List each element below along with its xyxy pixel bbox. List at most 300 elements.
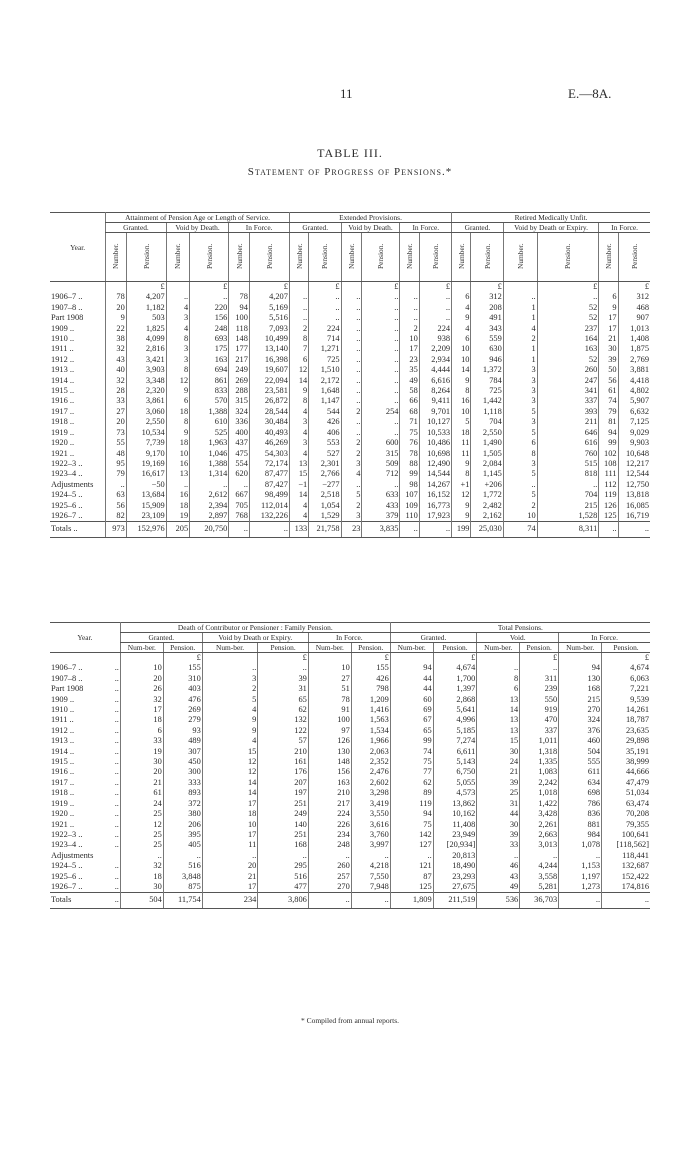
data-cell: 30 bbox=[599, 344, 618, 354]
data-cell: 32 bbox=[106, 376, 127, 386]
data-cell: 119 bbox=[599, 490, 618, 500]
data-cell: 1,966 bbox=[351, 736, 390, 746]
year-leader-cell: .. bbox=[114, 840, 119, 850]
data-cell: 40,493 bbox=[249, 428, 289, 438]
data-cell: 336 bbox=[229, 417, 250, 427]
year-leader-cell: .. bbox=[114, 788, 119, 798]
data-cell: 4 bbox=[452, 303, 471, 313]
data-cell: 3,428 bbox=[520, 809, 559, 819]
data-cell: 8 bbox=[166, 334, 189, 344]
subgroup-header: In Force. bbox=[229, 223, 290, 233]
data-cell: 39 bbox=[477, 830, 520, 840]
data-cell: 270 bbox=[559, 705, 602, 715]
data-cell: 18 bbox=[120, 715, 163, 725]
data-cell: .. bbox=[163, 851, 202, 861]
data-cell: 3 bbox=[202, 674, 258, 684]
data-cell: 310 bbox=[163, 674, 202, 684]
data-cell: 112,014 bbox=[249, 501, 289, 511]
year-leader-cell: .. bbox=[114, 673, 119, 683]
data-cell: +206 bbox=[471, 480, 503, 490]
data-cell: 52 bbox=[537, 313, 599, 323]
data-cell: 102 bbox=[599, 449, 618, 459]
subgroup-header: Granted. bbox=[289, 223, 341, 233]
unit-cell: £ bbox=[362, 282, 400, 293]
data-cell: 100,641 bbox=[602, 830, 650, 840]
unit-cell: £ bbox=[309, 282, 341, 293]
year-cell: 1914 .. bbox=[51, 375, 75, 385]
totals-cell: 1,809 bbox=[390, 893, 433, 908]
table-row bbox=[50, 778, 650, 788]
unit-cell bbox=[289, 282, 308, 293]
data-cell: 2,897 bbox=[190, 511, 229, 522]
data-cell: 544 bbox=[309, 407, 341, 417]
data-cell: 75 bbox=[400, 428, 419, 438]
year-leader-cell: .. bbox=[114, 736, 119, 746]
data-cell: .. bbox=[341, 376, 362, 386]
data-cell: .. bbox=[559, 851, 602, 861]
data-cell: 893 bbox=[163, 788, 202, 798]
data-cell: 7,550 bbox=[351, 872, 390, 882]
data-cell: 251 bbox=[258, 799, 308, 809]
data-cell: 210 bbox=[308, 788, 351, 798]
data-cell: 140 bbox=[258, 820, 308, 830]
data-cell: 51,034 bbox=[602, 788, 650, 798]
year-cell: 1923–4 .. bbox=[51, 469, 83, 479]
data-cell: 698 bbox=[559, 788, 602, 798]
data-cell: 2 bbox=[341, 438, 362, 448]
data-cell: 10 bbox=[503, 511, 537, 522]
data-cell: 1,825 bbox=[126, 324, 166, 334]
data-cell: .. bbox=[537, 292, 599, 302]
data-cell: 12,544 bbox=[618, 469, 650, 479]
year-leader-cell: .. bbox=[114, 746, 119, 756]
data-cell: 4,674 bbox=[602, 663, 650, 673]
data-cell: 1,314 bbox=[190, 469, 229, 479]
group-header: Retired Medically Unfit. bbox=[452, 213, 650, 223]
data-cell: 6,750 bbox=[433, 767, 477, 777]
data-cell: 5 bbox=[503, 490, 537, 500]
data-cell: 78 bbox=[308, 695, 351, 705]
data-cell: 341 bbox=[537, 386, 599, 396]
group-header: Total Pensions. bbox=[390, 623, 650, 633]
data-cell: 1,273 bbox=[559, 882, 602, 893]
unit-cell bbox=[599, 282, 618, 293]
data-cell: .. bbox=[190, 292, 229, 302]
unit-cell: £ bbox=[126, 282, 166, 293]
table-row bbox=[50, 695, 650, 705]
data-cell: 4 bbox=[166, 324, 189, 334]
data-cell: 1,875 bbox=[618, 344, 650, 354]
data-cell: 14 bbox=[477, 705, 520, 715]
table-row bbox=[50, 861, 650, 871]
table-row bbox=[50, 396, 650, 406]
data-cell: 1,422 bbox=[520, 799, 559, 809]
data-cell: 705 bbox=[229, 501, 250, 511]
column-header bbox=[163, 643, 202, 653]
data-cell: 1 bbox=[503, 344, 537, 354]
data-cell: 2,242 bbox=[520, 778, 559, 788]
data-cell: 13 bbox=[289, 459, 308, 469]
subgroup-header: Void by Death or Expiry. bbox=[503, 223, 599, 233]
data-cell: 279 bbox=[163, 715, 202, 725]
column-label: Num-ber. bbox=[216, 643, 245, 652]
data-cell: 49 bbox=[477, 882, 520, 893]
data-cell: 155 bbox=[351, 663, 390, 673]
totals-cell: 152,976 bbox=[126, 522, 166, 537]
data-cell: 98 bbox=[400, 480, 419, 490]
data-cell: 215 bbox=[559, 695, 602, 705]
data-cell: 67 bbox=[390, 715, 433, 725]
data-cell: 12 bbox=[289, 365, 308, 375]
data-cell: 10 bbox=[308, 663, 351, 673]
unit-cell bbox=[341, 282, 362, 293]
totals-cell: 11,754 bbox=[163, 893, 202, 908]
year-cell: 1917 .. bbox=[51, 777, 75, 787]
data-cell: 13,684 bbox=[126, 490, 166, 500]
table-row bbox=[50, 334, 650, 344]
data-cell: .. bbox=[258, 851, 308, 861]
data-cell: 10,648 bbox=[618, 449, 650, 459]
data-cell: 2 bbox=[341, 501, 362, 511]
data-cell: 7,125 bbox=[618, 417, 650, 427]
column-label: Number. bbox=[294, 243, 304, 269]
data-cell: 111 bbox=[599, 469, 618, 479]
data-cell: 2 bbox=[341, 407, 362, 417]
table-row bbox=[50, 355, 650, 365]
header-row-subgroups bbox=[50, 223, 650, 233]
data-cell: 8 bbox=[477, 674, 520, 684]
year-cell: 1913 .. bbox=[51, 736, 75, 746]
data-cell: 468 bbox=[618, 303, 650, 313]
table-row bbox=[50, 417, 650, 427]
data-cell: [20,934] bbox=[433, 840, 477, 850]
data-cell: .. bbox=[341, 417, 362, 427]
data-cell: 8 bbox=[289, 334, 308, 344]
data-cell: 1,013 bbox=[618, 324, 650, 334]
data-cell: 15 bbox=[289, 469, 308, 479]
data-cell: 17 bbox=[202, 830, 258, 840]
data-cell: 14 bbox=[202, 778, 258, 788]
data-cell: 9 bbox=[202, 715, 258, 725]
data-cell: 9 bbox=[452, 511, 471, 522]
data-cell: 25 bbox=[120, 809, 163, 819]
totals-cell: 25,030 bbox=[471, 522, 503, 537]
data-cell: 477 bbox=[258, 882, 308, 893]
column-header bbox=[126, 233, 166, 282]
data-cell: 333 bbox=[163, 778, 202, 788]
data-cell: 32 bbox=[120, 861, 163, 871]
data-cell: .. bbox=[537, 480, 599, 490]
data-cell: 197 bbox=[258, 788, 308, 798]
data-cell: 3 bbox=[503, 417, 537, 427]
table-row bbox=[50, 767, 650, 777]
data-cell: 6 bbox=[599, 292, 618, 302]
data-cell: 130 bbox=[559, 674, 602, 684]
year-cell: 1924–5 .. bbox=[51, 490, 83, 500]
data-cell: 600 bbox=[362, 438, 400, 448]
table-row bbox=[50, 365, 650, 375]
unit-cell: £ bbox=[618, 282, 650, 293]
data-cell: 100 bbox=[229, 313, 250, 323]
data-cell: 26,872 bbox=[249, 396, 289, 406]
data-cell: 405 bbox=[163, 840, 202, 850]
data-cell: 1,078 bbox=[559, 840, 602, 850]
data-cell: 1,046 bbox=[190, 449, 229, 459]
data-cell: 5,185 bbox=[433, 726, 477, 736]
data-cell: .. bbox=[477, 851, 520, 861]
table-row bbox=[50, 788, 650, 798]
data-cell: 10 bbox=[166, 449, 189, 459]
data-cell: 14,267 bbox=[419, 480, 451, 490]
data-cell: 633 bbox=[362, 490, 400, 500]
group-header: Attainment of Pension Age or Length of Service. bbox=[106, 213, 290, 223]
data-cell: .. bbox=[400, 303, 419, 313]
data-cell: 460 bbox=[559, 736, 602, 746]
subgroup-header: Granted. bbox=[390, 633, 477, 643]
subgroup-header: Void. bbox=[477, 633, 559, 643]
unit-cell: £ bbox=[602, 653, 650, 664]
data-cell: 46,269 bbox=[249, 438, 289, 448]
data-cell: 16,085 bbox=[618, 501, 650, 511]
data-cell: .. bbox=[309, 292, 341, 302]
data-cell: 48 bbox=[106, 449, 127, 459]
table-row bbox=[50, 428, 650, 438]
data-cell: .. bbox=[503, 292, 537, 302]
column-label: Num-ber. bbox=[315, 643, 344, 652]
data-cell: 784 bbox=[471, 376, 503, 386]
data-cell: 9 bbox=[452, 376, 471, 386]
data-cell: 1,528 bbox=[537, 511, 599, 522]
data-cell: 509 bbox=[362, 459, 400, 469]
data-cell: 2,550 bbox=[471, 428, 503, 438]
data-cell: 503 bbox=[126, 313, 166, 323]
table-row bbox=[50, 438, 650, 448]
data-cell: .. bbox=[503, 480, 537, 490]
data-cell: 4 bbox=[289, 428, 308, 438]
data-cell: 10,127 bbox=[419, 417, 451, 427]
data-cell: 10,534 bbox=[126, 428, 166, 438]
table-row bbox=[50, 747, 650, 757]
data-cell: 17,923 bbox=[419, 511, 451, 522]
table-row bbox=[50, 840, 650, 850]
data-cell: 132,226 bbox=[249, 511, 289, 522]
data-cell: 16,719 bbox=[618, 511, 650, 522]
data-cell: 10,698 bbox=[419, 449, 451, 459]
year-cell: Part 1908 bbox=[51, 684, 84, 694]
year-leader-cell: .. bbox=[114, 871, 119, 881]
data-cell: 99 bbox=[599, 438, 618, 448]
data-cell: 52 bbox=[537, 303, 599, 313]
data-cell: 714 bbox=[309, 334, 341, 344]
unit-cell: £ bbox=[471, 282, 503, 293]
data-cell: 72,174 bbox=[249, 459, 289, 469]
year-cell: 1919 .. bbox=[51, 427, 75, 437]
data-cell: 78 bbox=[400, 449, 419, 459]
header-row-groups bbox=[50, 623, 650, 633]
column-header bbox=[602, 643, 650, 653]
data-cell: 307 bbox=[163, 747, 202, 757]
data-cell: 4 bbox=[202, 705, 258, 715]
data-cell: 1,318 bbox=[520, 747, 559, 757]
column-header bbox=[599, 233, 618, 282]
table-row bbox=[50, 480, 650, 490]
data-cell: 27,675 bbox=[433, 882, 477, 893]
data-cell: 39 bbox=[258, 674, 308, 684]
column-header bbox=[471, 233, 503, 282]
data-cell: 9 bbox=[452, 313, 471, 323]
data-cell: 75 bbox=[390, 820, 433, 830]
data-cell: .. bbox=[362, 480, 400, 490]
data-cell: 2,476 bbox=[351, 767, 390, 777]
data-cell: 99 bbox=[400, 469, 419, 479]
totals-cell: .. bbox=[249, 522, 289, 537]
data-cell: 14 bbox=[289, 490, 308, 500]
data-cell: 1,510 bbox=[309, 365, 341, 375]
totals-cell: .. bbox=[229, 522, 250, 537]
data-cell: .. bbox=[341, 365, 362, 375]
data-cell: 491 bbox=[471, 313, 503, 323]
data-cell: 74 bbox=[390, 747, 433, 757]
unit-cell bbox=[229, 282, 250, 293]
data-cell: 21 bbox=[202, 872, 258, 882]
data-cell: 10 bbox=[120, 663, 163, 673]
column-label: Number. bbox=[234, 243, 244, 269]
data-cell: 249 bbox=[258, 809, 308, 819]
data-cell: 6,632 bbox=[618, 407, 650, 417]
data-cell: 2,868 bbox=[433, 695, 477, 705]
column-header bbox=[190, 233, 229, 282]
column-label: Pension. bbox=[264, 243, 274, 269]
data-cell: 725 bbox=[471, 386, 503, 396]
data-cell: 476 bbox=[163, 695, 202, 705]
data-cell: 1,271 bbox=[309, 344, 341, 354]
data-cell: 6 bbox=[120, 726, 163, 736]
column-header bbox=[503, 233, 537, 282]
data-cell: 1 bbox=[503, 313, 537, 323]
data-cell: 94 bbox=[599, 428, 618, 438]
data-cell: 10,486 bbox=[419, 438, 451, 448]
data-cell: 14,544 bbox=[419, 469, 451, 479]
table-row bbox=[50, 292, 650, 302]
data-cell: 107 bbox=[400, 490, 419, 500]
data-cell: 33 bbox=[106, 396, 127, 406]
data-cell: 13 bbox=[477, 726, 520, 736]
data-cell: 47,479 bbox=[602, 778, 650, 788]
unit-cell: £ bbox=[520, 653, 559, 664]
data-cell: 2 bbox=[341, 449, 362, 459]
data-cell: 156 bbox=[308, 767, 351, 777]
column-header bbox=[400, 233, 419, 282]
table-row bbox=[50, 684, 650, 694]
data-cell: .. bbox=[419, 292, 451, 302]
column-label: Num-ber. bbox=[397, 643, 426, 652]
data-cell: 62 bbox=[390, 778, 433, 788]
data-cell: 14 bbox=[202, 788, 258, 798]
data-cell: 81 bbox=[599, 417, 618, 427]
year-cell: 1921 .. bbox=[51, 448, 75, 458]
totals-cell: .. bbox=[602, 893, 650, 908]
data-cell: 30 bbox=[477, 747, 520, 757]
data-cell: 21 bbox=[599, 334, 618, 344]
table-row bbox=[50, 726, 650, 736]
data-cell: 4 bbox=[289, 511, 308, 522]
data-cell: 10,162 bbox=[433, 809, 477, 819]
year-cell: 1926–7 .. bbox=[51, 510, 83, 520]
data-cell: 2 bbox=[202, 684, 258, 694]
units-row bbox=[50, 653, 650, 664]
data-cell: 208 bbox=[471, 303, 503, 313]
data-cell: 1,388 bbox=[190, 407, 229, 417]
data-cell: 5 bbox=[452, 417, 471, 427]
data-cell: 23,581 bbox=[249, 386, 289, 396]
data-cell: 433 bbox=[362, 501, 400, 511]
year-leader-cell: .. bbox=[114, 829, 119, 839]
data-cell: 4,218 bbox=[351, 861, 390, 871]
data-cell: 555 bbox=[559, 757, 602, 767]
data-cell: 1,416 bbox=[351, 705, 390, 715]
data-cell: 881 bbox=[559, 820, 602, 830]
data-cell: 5,516 bbox=[249, 313, 289, 323]
data-cell: 19,607 bbox=[249, 365, 289, 375]
data-cell: 87 bbox=[390, 872, 433, 882]
totals-label: Totals bbox=[50, 893, 111, 908]
data-cell: 98,499 bbox=[249, 490, 289, 500]
totals-cell: 205 bbox=[166, 522, 189, 537]
data-cell: 395 bbox=[163, 830, 202, 840]
data-cell: .. bbox=[106, 480, 127, 490]
data-cell: 1,054 bbox=[309, 501, 341, 511]
data-cell: .. bbox=[400, 292, 419, 302]
data-cell: 315 bbox=[362, 449, 400, 459]
data-cell: 4,207 bbox=[126, 292, 166, 302]
table-row bbox=[50, 663, 650, 673]
data-cell: 984 bbox=[559, 830, 602, 840]
data-cell: 10 bbox=[400, 334, 419, 344]
data-cell: 44 bbox=[390, 684, 433, 694]
year-leader-cell: .. bbox=[114, 767, 119, 777]
data-cell: 148 bbox=[308, 757, 351, 767]
data-cell: 712 bbox=[362, 469, 400, 479]
data-cell: 44 bbox=[477, 809, 520, 819]
data-cell: 74 bbox=[599, 396, 618, 406]
data-cell: 570 bbox=[190, 396, 229, 406]
data-cell: .. bbox=[419, 313, 451, 323]
column-header bbox=[249, 233, 289, 282]
table-row bbox=[50, 386, 650, 396]
data-cell: 6 bbox=[452, 334, 471, 344]
data-cell: 224 bbox=[308, 809, 351, 819]
data-cell: 9,170 bbox=[126, 449, 166, 459]
data-cell: 15 bbox=[477, 736, 520, 746]
data-cell: 3,903 bbox=[126, 365, 166, 375]
data-cell: .. bbox=[229, 480, 250, 490]
data-cell: 324 bbox=[229, 407, 250, 417]
year-leader-cell: .. bbox=[114, 819, 119, 829]
data-cell: 24 bbox=[477, 757, 520, 767]
data-cell: .. bbox=[190, 480, 229, 490]
data-cell: 254 bbox=[362, 407, 400, 417]
data-cell: 3,848 bbox=[163, 872, 202, 882]
data-cell: 1,529 bbox=[309, 511, 341, 522]
table-row bbox=[50, 757, 650, 767]
data-cell: 1,648 bbox=[309, 386, 341, 396]
data-cell: 8 bbox=[166, 365, 189, 375]
data-cell: 18 bbox=[166, 438, 189, 448]
data-cell: 2 bbox=[289, 324, 308, 334]
data-cell: 35,191 bbox=[602, 747, 650, 757]
year-leader-cell: .. bbox=[114, 777, 119, 787]
data-cell: 2,209 bbox=[419, 344, 451, 354]
